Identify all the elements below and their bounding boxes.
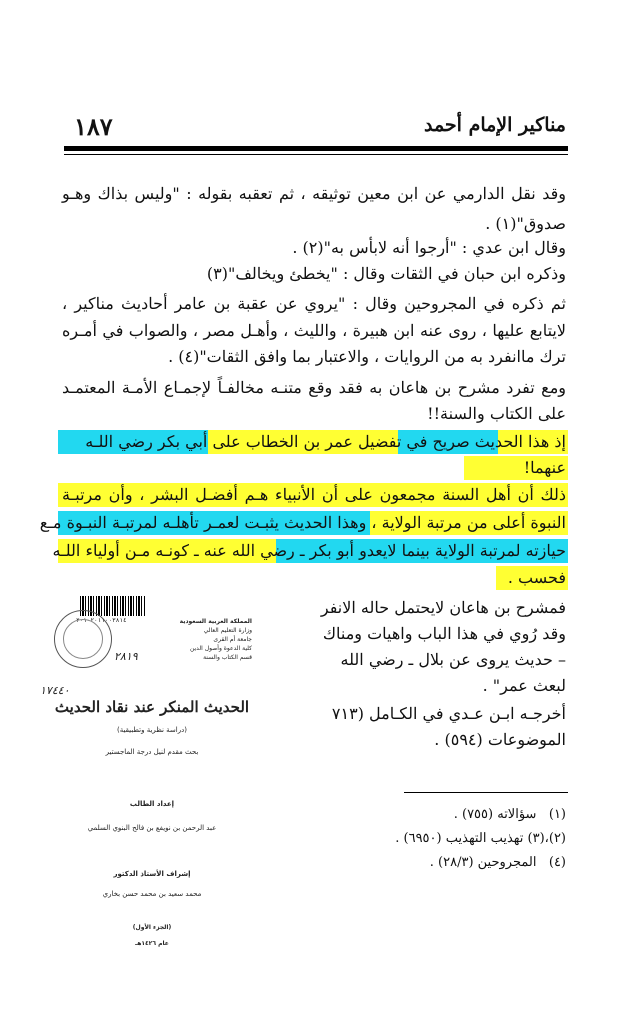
volume-label: (الجزء الأول) — [132, 924, 172, 931]
library-stamp-icon — [54, 610, 112, 668]
shelf-mark: ٢٨١٩ — [114, 650, 138, 663]
thesis-title: الحديث المنكر عند نقاد الحديث — [54, 698, 250, 716]
scanned-title-page — [40, 588, 252, 958]
body-line: ترك ماانفرد به من الروايات ، والاعتبار بما وافق الثقات"(٤) . — [168, 347, 566, 366]
highlighted-line: فحسب . — [507, 568, 566, 587]
highlight-text: ـ رضي الله عنه ـ كونـه مـن أولياء اللـه — [52, 541, 305, 560]
body-line: وذكره ابن حبان في الثقات وقال : "يخطئ ويخالف"(٣) — [206, 264, 566, 283]
thesis-subtitle: (دراسة نظرية وتطبيقية) — [117, 726, 187, 734]
body-line: على الكتاب والسنة!! — [427, 404, 566, 423]
body-line: الموضوعات (٥٩٤) . — [434, 730, 566, 749]
footnote-number: (٤) — [548, 855, 566, 870]
footnote-text: تهذيب التهذيب (٦٩٥٠) . — [395, 831, 524, 846]
student-name: عبد الرحمن بن نويفع بن فالح البنوي السلمي — [87, 824, 217, 832]
footnote-text: المجروحين (٢٨/٣) . — [429, 855, 537, 870]
highlight-text: إذ هذا الحديث — [469, 432, 566, 451]
highlighted-line: عنهما! — [523, 458, 566, 477]
header-rule-thick — [64, 146, 568, 151]
supervisor-name: محمد سعيد بن محمد حسن بخاري — [102, 890, 202, 898]
year-label: عام ١٤٢٦هـ — [135, 940, 169, 947]
institution-line: كلية الدعوة وأصول الدين — [189, 645, 252, 652]
footnote — [266, 854, 566, 872]
highlighted-line — [52, 541, 566, 561]
body-line: ومع تفرد مشرح بن هاعان به فقد وقع متنـه مخالفـاً لإجمـاع الأمـة المعتمـد — [62, 378, 566, 397]
highlighted-line — [62, 432, 566, 452]
institution-line: قسم الكتاب والسنة — [203, 654, 252, 661]
header-rule-thin — [64, 154, 568, 155]
body-line: لبعث عمر" . — [482, 676, 566, 695]
body-line: صدوق"(١) . — [485, 214, 566, 233]
footnote — [266, 806, 566, 824]
highlight-text: صريح في تفضيل عمر بن الخطاب — [245, 432, 470, 451]
body-line: – حديث يروى عن بلال ـ رضي الله — [340, 650, 566, 669]
body-line: أخرجـه ابـن عـدي في الكـامل (٧١٣ — [331, 704, 566, 723]
footnote-text: سؤالاته (٧٥٥) . — [453, 807, 537, 822]
institution-line: وزارة التعليم العالي — [203, 627, 252, 634]
highlighted-line: ذلك أن أهل السنة مجمعون على أن الأنبياء هـم أفضـل البشر ، وأن مرتبـة — [62, 485, 566, 504]
highlighted-line — [39, 513, 566, 533]
supervisor-heading: إشراف الأستاذ الدكتور — [113, 870, 191, 878]
footnote-number: (٢)،(٣) — [527, 831, 566, 846]
highlight-text: على أبي بكر رضي اللـه — [85, 432, 246, 451]
barcode-number: ٢٠١٠٢٠١١٠٠٣٨١٤ — [76, 617, 127, 624]
page-number: ١٨٧ — [74, 112, 113, 141]
body-line: وقد رُوي في هذا الباب واهيات ومناك — [322, 624, 566, 643]
highlight-text: وهذا الحديث يثبـت لعمـر تأهلـه لمرتبـة النبـوة مـع — [39, 513, 367, 532]
institution-line: المملكة العربية السعودية — [179, 618, 252, 625]
accession-number: ١٧٤٤٠ — [40, 684, 70, 697]
institution-line: جامعة أم القرى — [213, 636, 252, 643]
footnote-number: (١) — [548, 807, 566, 822]
highlight-text: حيازته لمرتبة الولاية بينما لايعدو أبو بكر — [304, 541, 566, 560]
body-line: لايتابع عليها ، روى عنه ابن هبيرة ، والليث ، وأهـل مصر ، والصواب في أمـره — [62, 321, 566, 340]
body-line: ثم ذكره في المجروحين وقال : "يروي عن عقبة بن عامر أحاديث مناكير ، — [62, 294, 566, 313]
body-line: وقد نقل الدارمي عن ابن معين توثيقه ، ثم تعقبه بقوله : "وليس بذاك وهـو — [62, 184, 567, 203]
body-line: فمشرح بن هاعان لايحتمل حاله الانفر — [320, 598, 566, 617]
student-heading: إعداد الطالب — [129, 800, 175, 808]
footnote — [266, 830, 566, 848]
running-head: مناكير الإمام أحمد — [423, 114, 566, 136]
footnote-rule — [404, 792, 568, 793]
highlight-text: النبوة أعلى من مرتبة الولاية ، — [366, 513, 566, 532]
body-line: وقال ابن عدي : "أرجوا أنه لابأس به"(٢) . — [292, 238, 566, 257]
degree-statement: بحث مقدم لنيل درجة الماجستير — [105, 748, 199, 756]
